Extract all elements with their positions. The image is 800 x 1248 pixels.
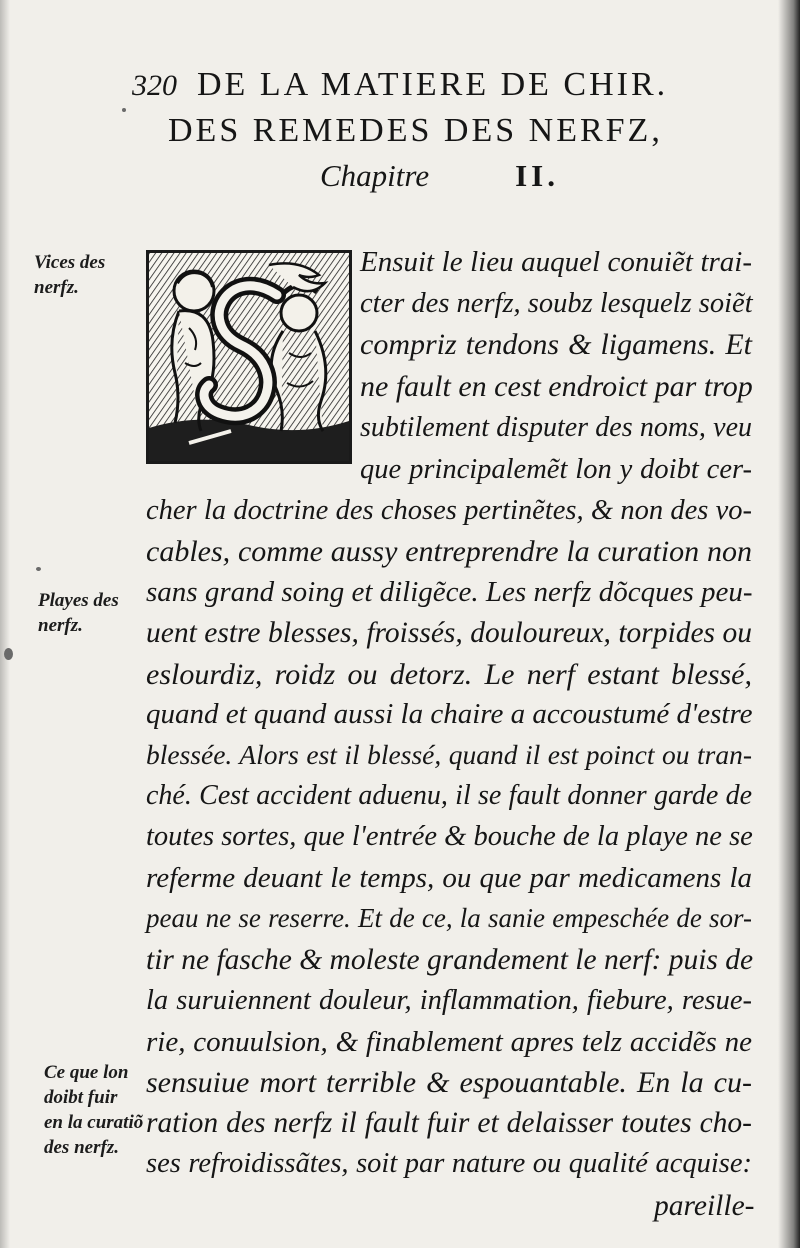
body-line: la suruiennent douleur, inflammation, fiebure, resue-	[146, 985, 752, 1016]
body-line: tir ne fasche & moleste grandement le nerf: puis de	[146, 944, 754, 976]
body-line: eslourdiz, roidz ou detorz. Le nerf estant blessé,	[146, 658, 752, 691]
ink-speck	[4, 648, 13, 660]
margin-note-line: Ce que lon	[44, 1062, 129, 1083]
margin-note	[34, 250, 105, 300]
page-number: 320	[132, 69, 177, 102]
body-line: uent estre blesses, froissés, douloureux, torpides ou	[146, 617, 752, 649]
woodcut-initial-s	[146, 250, 352, 464]
body-line: ses refroidissãtes, soit par nature ou qualité acquise:	[146, 1148, 752, 1179]
ink-speck	[36, 567, 41, 571]
body-line: sensuiue mort terrible & espouantable. En la cu-	[146, 1066, 752, 1099]
section-title: DES REMEDES DES NERFZ,	[168, 112, 663, 149]
body-line: cher la doctrine des choses pertinẽtes, & non des vo-	[146, 495, 752, 526]
margin-note-line: des nerfz.	[44, 1137, 119, 1158]
body-line: Ensuit le lieu auquel conuiẽt trai-	[360, 246, 752, 278]
body-line: cter des nerfz, soubz lesquelz soiẽt	[360, 288, 753, 319]
margin-note	[44, 1060, 143, 1160]
body-line: pareille-	[654, 1190, 755, 1222]
body-line: ne fault en cest endroict par trop	[360, 370, 753, 403]
body-line: sans grand soing et diligẽce. Les nerfz dõcques peu-	[146, 576, 753, 608]
margin-note-line: nerfz.	[38, 615, 83, 636]
body-line: cables, comme aussy entreprendre la curation non	[146, 535, 752, 568]
body-line: ration des nerfz il fault fuir et delaisser toutes cho-	[146, 1107, 752, 1139]
page-shadow-left	[0, 0, 10, 1248]
body-line: rie, conuulsion, & finablement apres telz accidẽs ne	[146, 1026, 752, 1058]
margin-note-line: Playes des	[38, 590, 119, 611]
running-header	[132, 66, 752, 104]
body-line: subtilement disputer des noms, veu	[360, 412, 752, 443]
ink-speck	[122, 108, 126, 112]
chapter-label: Chapitre	[320, 158, 430, 193]
chapter-number: II.	[515, 158, 559, 193]
margin-note-line: en la curatiõ	[44, 1112, 144, 1133]
body-line: ché. Cest accident aduenu, il se fault donner garde de	[146, 780, 752, 811]
margin-note	[38, 588, 119, 638]
page-shadow-right	[778, 0, 800, 1248]
body-line: toutes sortes, que l'entrée & bouche de la playe ne se	[146, 821, 753, 852]
running-title: DE LA MATIERE DE CHIR.	[197, 66, 669, 103]
chapter-heading	[320, 158, 620, 194]
margin-note-line: doibt fuir	[44, 1087, 118, 1108]
body-line: compriz tendons & ligamens. Et	[360, 328, 752, 361]
woodcut-cherubs-illustration	[149, 253, 349, 461]
body-line: blessée. Alors est il blessé, quand il est poinct ou tran-	[146, 739, 752, 770]
margin-note-line: nerfz.	[34, 277, 79, 298]
body-line: quand et quand aussi la chaire a accoustumé d'estre	[146, 698, 753, 730]
body-line: peau ne se reserre. Et de ce, la sanie empeschée de sor-	[146, 903, 752, 933]
body-line: que principalemẽt lon y doibt cer-	[360, 454, 752, 485]
body-line: referme deuant le temps, ou que par medicamens la	[146, 862, 752, 894]
margin-note-line: Vices des	[34, 252, 106, 273]
